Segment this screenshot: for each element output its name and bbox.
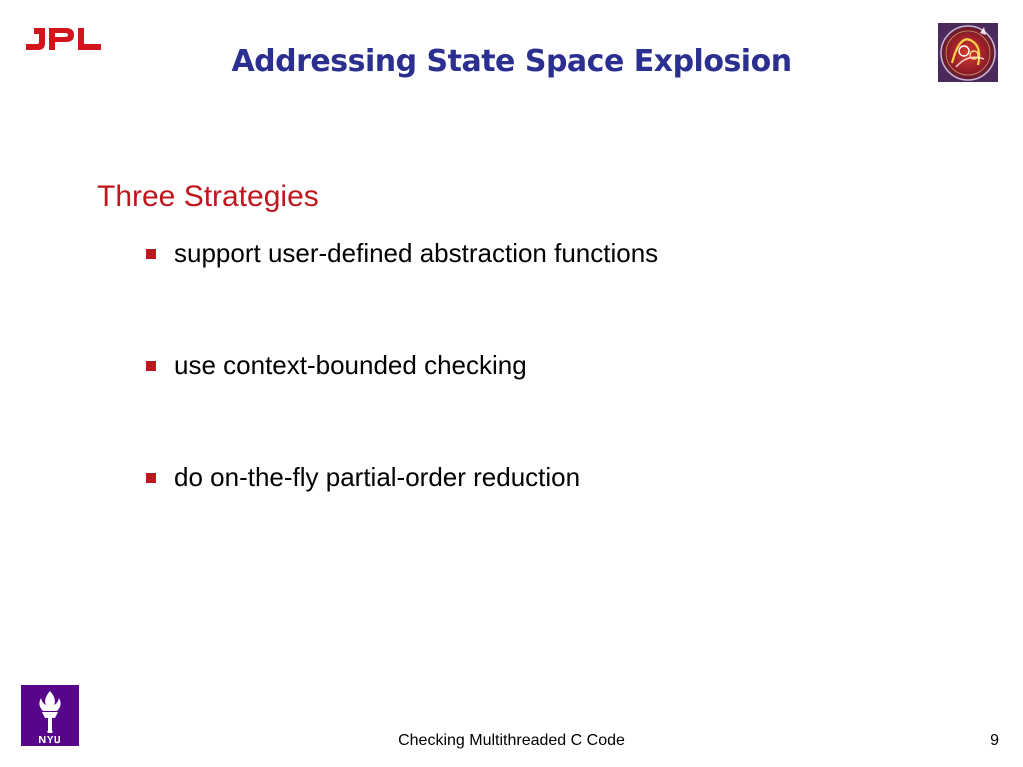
bullet-text: do on-the-fly partial-order reduction xyxy=(174,462,581,492)
bullet-text: support user-defined abstraction functions xyxy=(174,238,659,268)
conference-emblem-icon xyxy=(938,23,998,82)
section-subtitle: Three Strategies xyxy=(97,180,319,213)
square-bullet-icon xyxy=(146,249,156,259)
footer-text: Checking Multithreaded C Code xyxy=(398,732,625,749)
square-bullet-icon xyxy=(146,473,156,483)
page-number: 9 xyxy=(990,732,999,749)
square-bullet-icon xyxy=(146,361,156,371)
bullet-text: use context-bounded checking xyxy=(174,350,527,380)
slide-title: Addressing State Space Explosion xyxy=(231,44,792,79)
